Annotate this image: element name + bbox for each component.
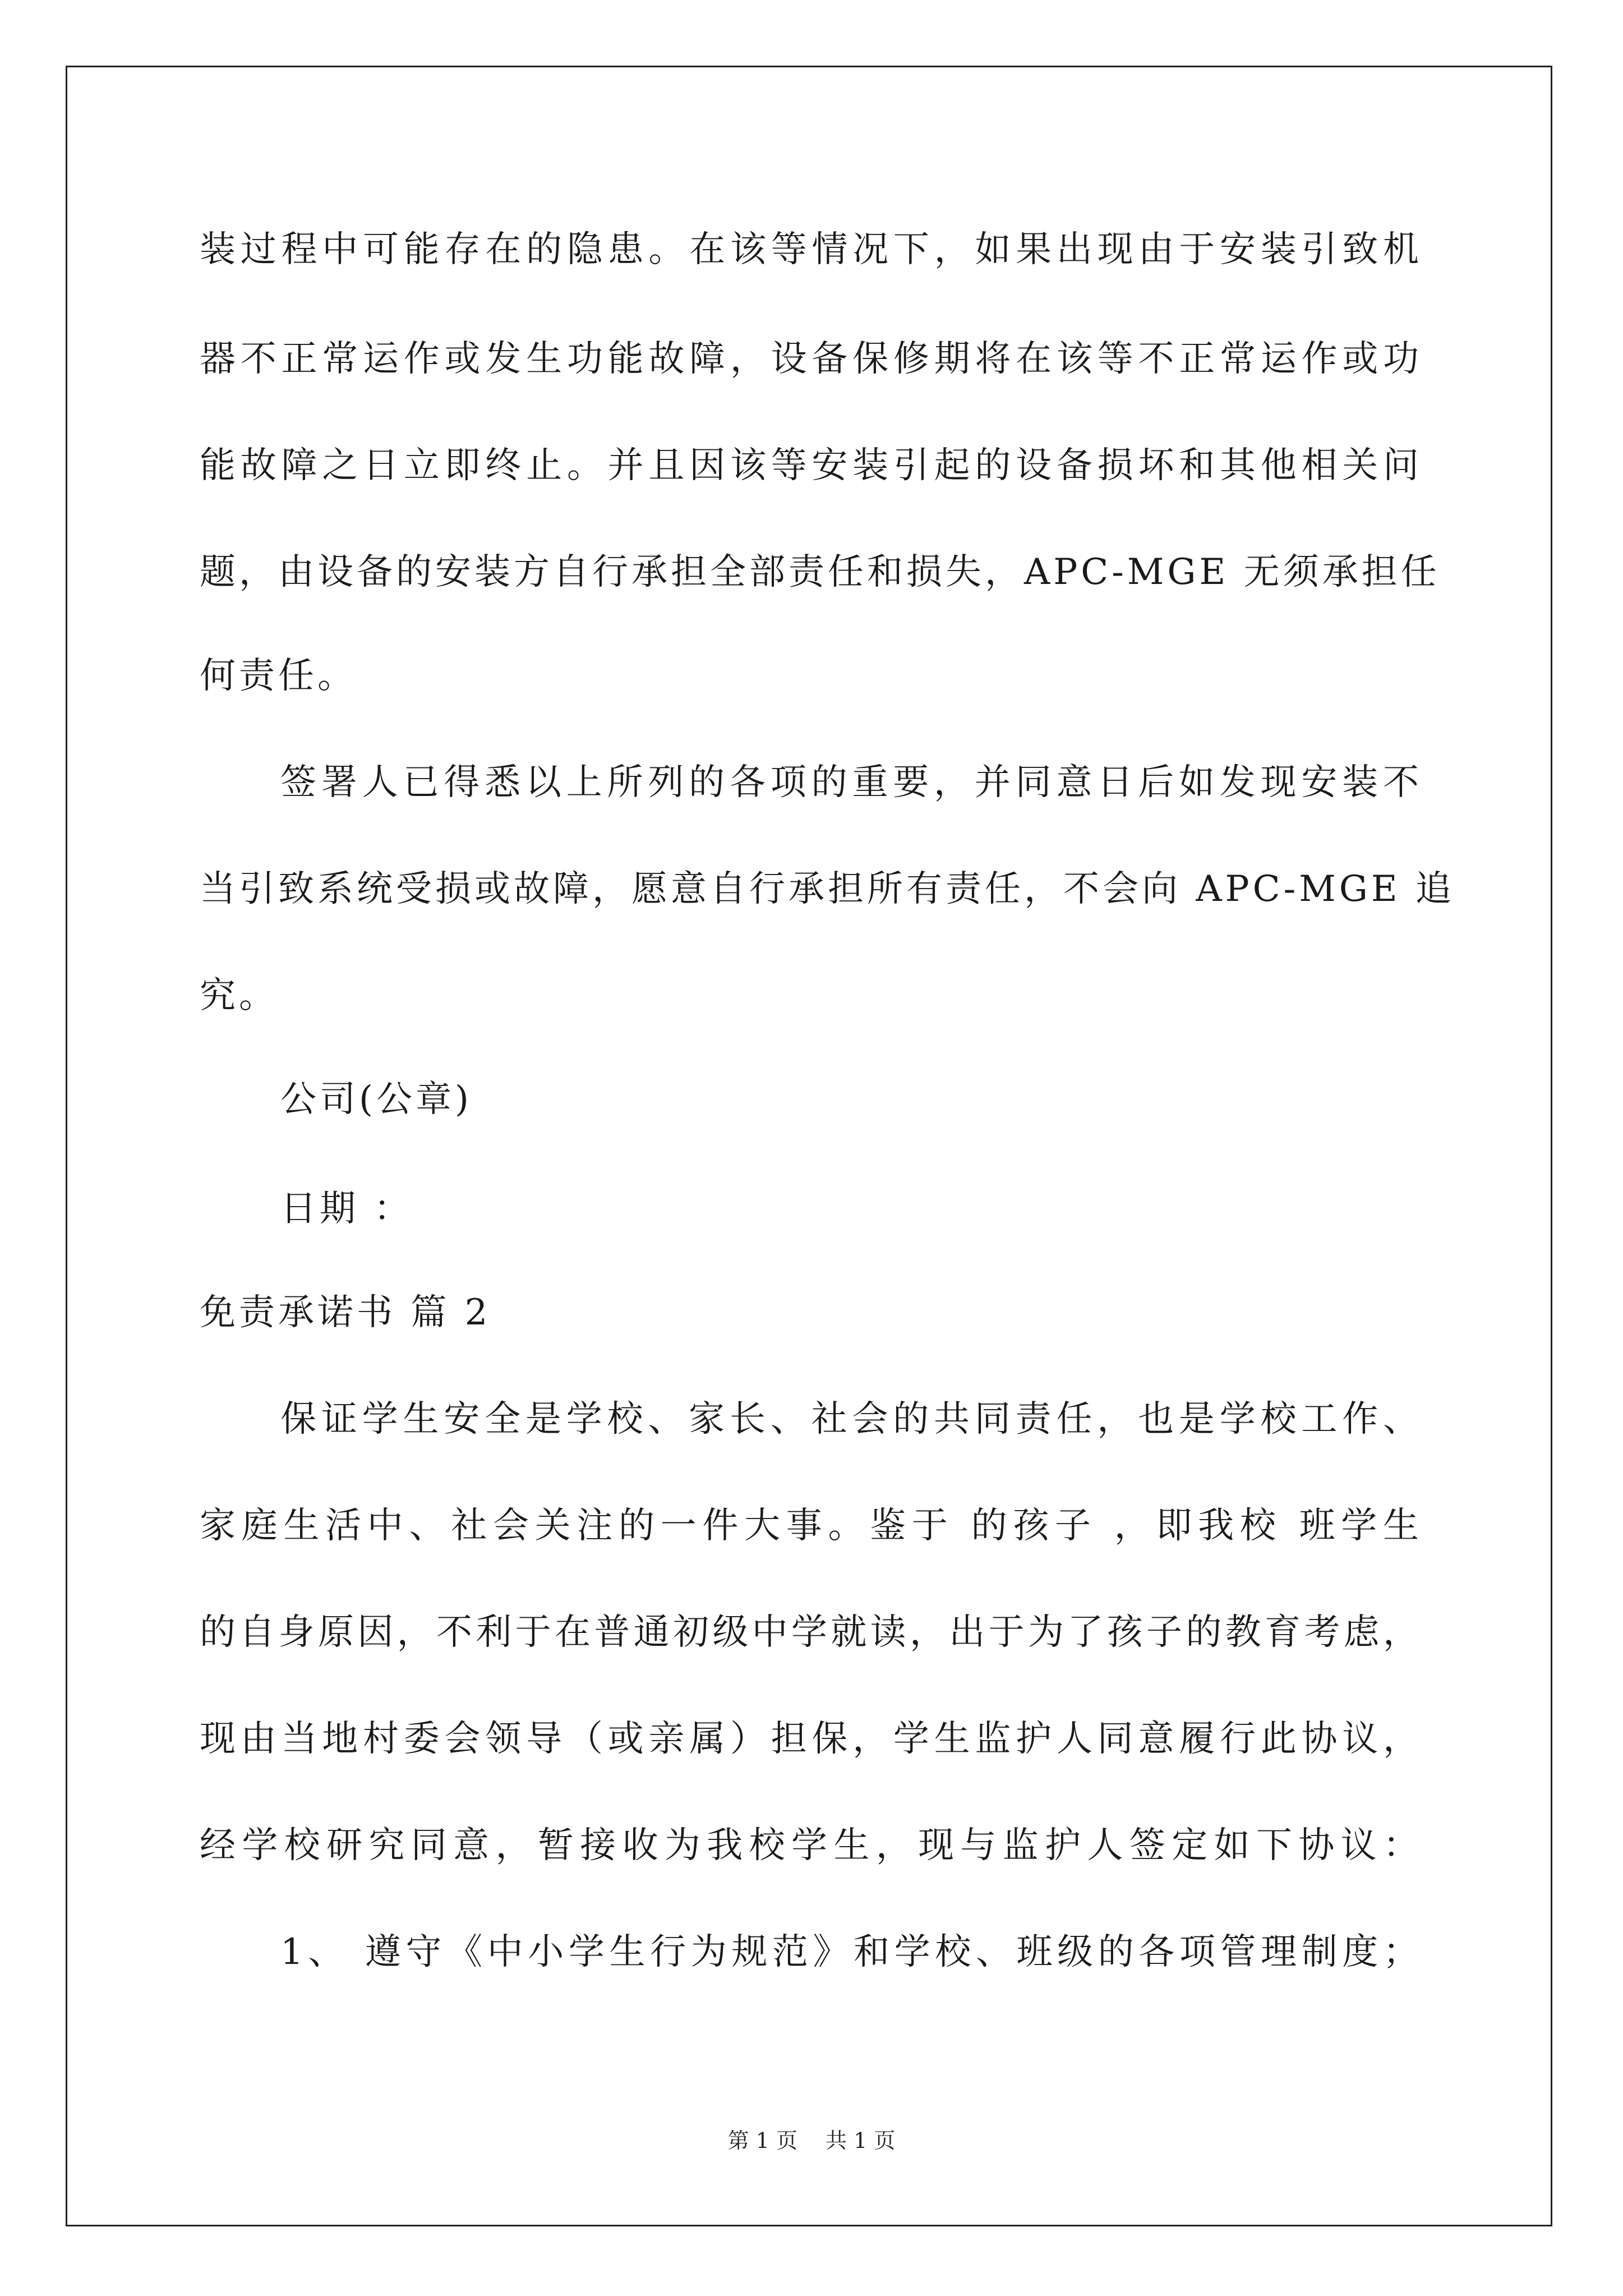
body-line: 家庭生活中、社会关注的一件大事。鉴于 的孩子 ，即我校 班学生: [200, 1505, 1422, 1547]
paragraph-first-line: 保证学生安全是学校、家长、社会的共同责任，也是学校工作、: [280, 1398, 1422, 1440]
date-line: 日期 ：: [280, 1188, 413, 1230]
body-line: 能故障之日立即终止。并且因该等安装引起的设备损坏和其他相关问: [200, 445, 1422, 486]
section-heading: 免责承诺书 篇 2: [200, 1292, 491, 1333]
body-line: 题，由设备的安装方自行承担全部责任和损失，APC-MGE 无须承担任: [200, 551, 1440, 593]
page-footer: [0, 2127, 1623, 2154]
body-line: 经学校研究同意，暂接收为我校学生，现与监护人签定如下协议：: [200, 1825, 1422, 1866]
body-line: 当引致系统受损或故障，愿意自行承担所有责任，不会向 APC-MGE 追: [200, 868, 1455, 910]
body-line: 究。: [200, 975, 278, 1016]
body-line: 何责任。: [200, 655, 357, 697]
body-line: 现由当地村委会领导（或亲属）担保，学生监护人同意履行此协议，: [200, 1718, 1422, 1760]
page-border: [66, 66, 1552, 2226]
list-item: 1、 遵守《中小学生行为规范》和学校、班级的各项管理制度；: [280, 1931, 1422, 1973]
body-line: 器不正常运作或发生功能故障，设备保修期将在该等不正常运作或功: [200, 338, 1422, 380]
page-count: 共 1 页: [826, 2128, 896, 2153]
body-line: 的自身原因，不利于在普通初级中学就读，出于为了孩子的教育考虑，: [200, 1612, 1422, 1653]
body-line: 装过程中可能存在的隐患。在该等情况下，如果出现由于安装引致机: [200, 229, 1422, 270]
page-number: 第 1 页: [727, 2128, 797, 2153]
company-seal-line: 公司(公章): [280, 1079, 472, 1120]
paragraph-first-line: 签署人已得悉以上所列的各项的重要，并同意日后如发现安装不: [280, 762, 1422, 803]
